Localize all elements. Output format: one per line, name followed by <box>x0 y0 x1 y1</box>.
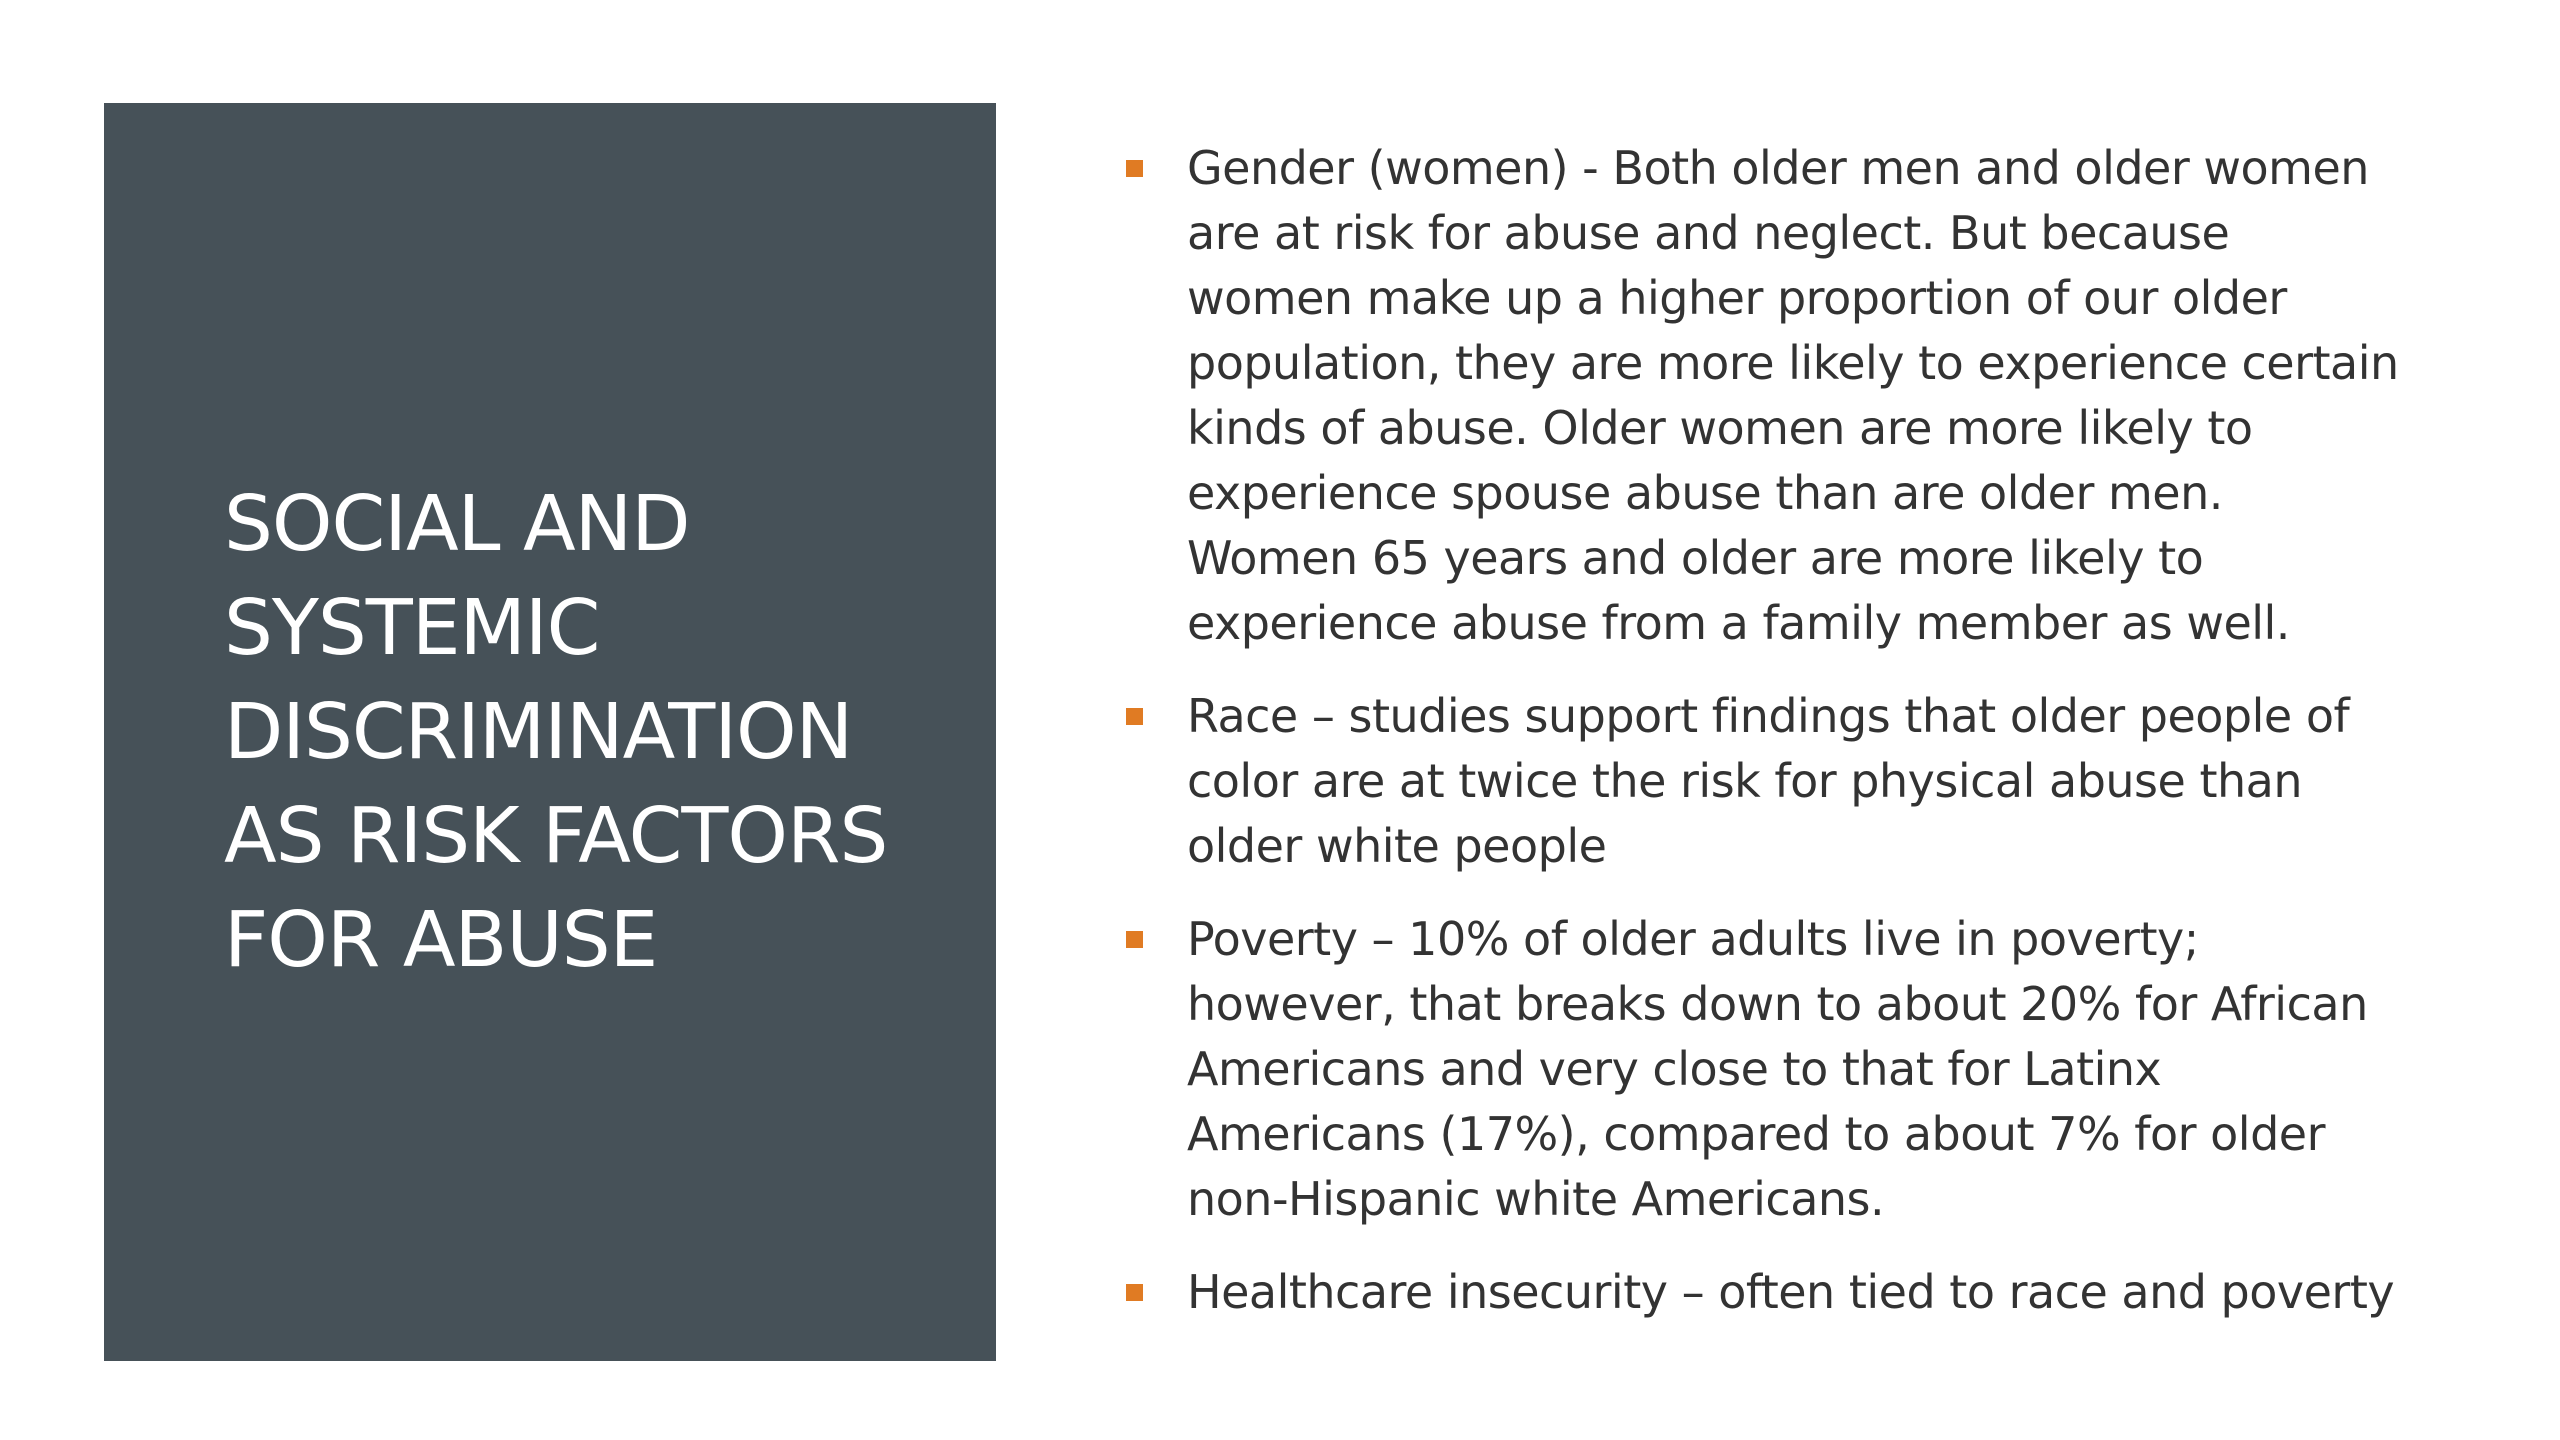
bullet-healthcare-insecurity <box>1112 1260 2402 1325</box>
bullet-poverty <box>1112 907 2402 1232</box>
square-bullet-icon <box>1126 1284 1143 1301</box>
bullet-gender-text: Gender (women) - Both older men and older women are at risk for abuse and neglect. But because women make up a higher proportion of our older population, they are more likely to experience certain kinds of abuse. Older women are more likely to experience spouse abuse than are older men. Women 65 years and older are more likely to experience abuse from a family member as well. <box>1187 141 2399 650</box>
slide-title: SOCIAL AND SYSTEMIC DISCRIMINATION AS RISK FACTORS FOR ABUSE <box>224 480 888 985</box>
bullet-content <box>1112 136 2402 1366</box>
square-bullet-icon <box>1126 160 1143 177</box>
bullet-gender <box>1112 136 2402 656</box>
bullet-list <box>1112 136 2402 1325</box>
bullet-race <box>1112 684 2402 879</box>
bullet-race-text: Race – studies support findings that older people of color are at twice the risk for physical abuse than older white people <box>1187 689 2350 873</box>
square-bullet-icon <box>1126 708 1143 725</box>
square-bullet-icon <box>1126 931 1143 948</box>
bullet-healthcare-insecurity-text: Healthcare insecurity – often tied to race and poverty <box>1187 1265 2395 1319</box>
title-panel <box>104 103 996 1361</box>
bullet-poverty-text: Poverty – 10% of older adults live in poverty; however, that breaks down to about 20% for African Americans and very close to that for Latinx Americans (17%), compared to about 7% for older non-Hispanic white Americans. <box>1187 912 2368 1226</box>
